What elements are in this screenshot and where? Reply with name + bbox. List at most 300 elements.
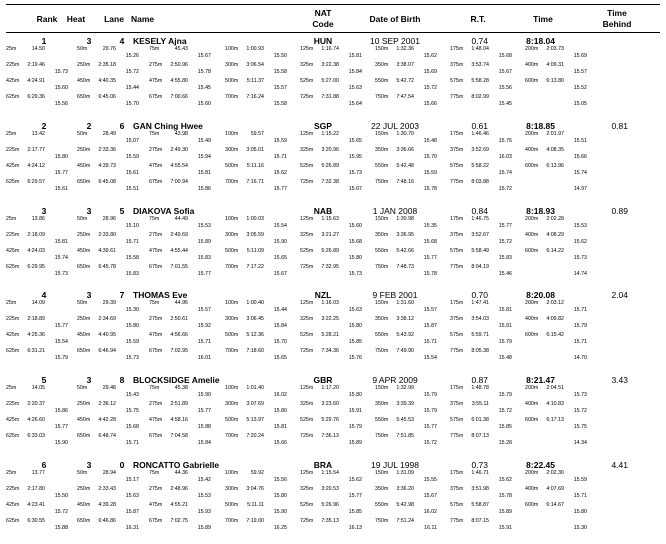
split-time: 6:33.03 xyxy=(27,433,45,439)
split-time: 1:00.40 xyxy=(246,300,264,306)
split-lap: 15.72 xyxy=(498,238,512,245)
split-time: 3:52.67 xyxy=(471,232,489,238)
split-time: 2:04.51 xyxy=(546,385,564,391)
split-time: 6:45.06 xyxy=(98,94,116,100)
split-lap: 15.94 xyxy=(197,153,211,160)
split-time: 1:48.78 xyxy=(471,385,489,391)
date-of-birth: 19 JUL 1998 xyxy=(371,460,419,470)
split-lap: 15.87 xyxy=(423,322,437,329)
split-lap: 15.43 xyxy=(125,391,139,398)
split-lap: 15.81 xyxy=(273,423,287,430)
split-lap: 15.42 xyxy=(197,476,211,483)
split-lap: 15.78 xyxy=(197,68,211,75)
split-lap: 15.62 xyxy=(348,476,362,483)
split-lap: 15.68 xyxy=(125,423,139,430)
split-cell xyxy=(375,332,437,345)
time-behind: 2.04 xyxy=(611,290,628,300)
split-lap: 15.73 xyxy=(54,68,68,75)
split-time: 1:32.36 xyxy=(396,46,414,52)
athlete-name: DIAKOVA Sofia xyxy=(133,206,195,216)
split-cell xyxy=(375,348,437,361)
date-of-birth: 9 APR 2009 xyxy=(372,375,418,385)
split-lap: 15.71 xyxy=(423,338,437,345)
split-lap: 15.72 xyxy=(498,407,512,414)
split-distance: 350m xyxy=(375,62,389,68)
split-lap: 15.66 xyxy=(273,439,287,446)
split-distance: 600m xyxy=(525,248,539,254)
split-cell xyxy=(300,332,362,345)
split-time: 4:24.12 xyxy=(27,163,45,169)
split-time: 6:29.36 xyxy=(27,94,45,100)
split-lap: 15.62 xyxy=(573,238,587,245)
split-lap: 15.66 xyxy=(423,100,437,107)
split-cell xyxy=(450,179,512,192)
split-distance: 450m xyxy=(77,332,91,338)
split-distance: 600m xyxy=(525,332,539,338)
split-time: 4:55.21 xyxy=(170,502,188,508)
split-lap: 15.60 xyxy=(197,100,211,107)
athlete-result-row xyxy=(0,460,666,535)
split-cell xyxy=(225,163,287,176)
final-time: 8:18.93 xyxy=(526,206,555,216)
lane-value: 8 xyxy=(119,375,125,385)
split-time: 1:31.60 xyxy=(396,300,414,306)
split-distance: 475m xyxy=(149,78,163,84)
split-time: 13.42 xyxy=(31,131,45,137)
split-distance: 375m xyxy=(450,316,464,322)
split-lap: 15.57 xyxy=(423,306,437,313)
split-cell xyxy=(149,216,211,229)
date-of-birth: 10 SEP 2001 xyxy=(370,36,420,46)
split-lap: 15.77 xyxy=(54,322,68,329)
time-behind: 0.81 xyxy=(611,121,628,131)
split-time: 2:49.69 xyxy=(170,232,188,238)
split-distance: 200m xyxy=(525,46,539,52)
reaction-time: 0.74 xyxy=(471,36,488,46)
split-time: 6:17.13 xyxy=(546,417,564,423)
split-lap: 16.11 xyxy=(424,524,437,531)
split-time: 5:28.21 xyxy=(321,332,339,338)
split-distance: 100m xyxy=(225,216,239,222)
split-cell xyxy=(450,248,512,261)
split-cell xyxy=(6,502,68,515)
split-cell xyxy=(525,385,587,398)
split-distance: 700m xyxy=(225,179,239,185)
nat-code: SGP xyxy=(314,121,332,131)
split-distance: 775m xyxy=(450,179,464,185)
split-time: 2:48.96 xyxy=(170,486,188,492)
split-time: 4:40.95 xyxy=(98,332,116,338)
split-cell xyxy=(225,216,287,229)
split-lap: 15.61 xyxy=(54,185,68,192)
split-distance: 250m xyxy=(77,62,91,68)
split-lap: 15.60 xyxy=(348,222,362,229)
split-cell xyxy=(77,332,139,345)
split-distance: 550m xyxy=(375,248,389,254)
split-time: 8:07.15 xyxy=(471,518,489,524)
split-cell xyxy=(525,300,587,313)
split-cell xyxy=(450,486,512,499)
split-cell xyxy=(77,179,139,192)
split-distance: 100m xyxy=(225,470,239,476)
split-cell xyxy=(77,433,139,446)
reaction-time: 0.84 xyxy=(471,206,488,216)
split-lap: 15.83 xyxy=(125,270,139,277)
split-time: 1:00.93 xyxy=(246,46,264,52)
nat-code: NAB xyxy=(313,206,333,216)
split-lap: 15.87 xyxy=(125,508,139,515)
split-time: 7:32.95 xyxy=(321,264,339,270)
split-lap: 15.67 xyxy=(423,492,437,499)
split-time: 2:33.36 xyxy=(98,147,116,153)
splits-grid xyxy=(0,46,666,111)
split-cell xyxy=(149,232,211,245)
split-cell xyxy=(525,348,587,361)
split-cell xyxy=(149,264,211,277)
split-time: 3:06.45 xyxy=(246,316,264,322)
date-of-birth: 22 JUL 2003 xyxy=(371,121,419,131)
split-distance: 375m xyxy=(450,62,464,68)
nat-code: GBR xyxy=(313,375,333,385)
split-distance: 625m xyxy=(6,179,20,185)
split-time: 1:01.40 xyxy=(246,385,264,391)
split-time: 3:07.69 xyxy=(246,401,264,407)
split-cell xyxy=(149,502,211,515)
split-distance: 750m xyxy=(375,348,389,354)
header-behind-line1: Time xyxy=(607,8,627,18)
split-time: 4:24.91 xyxy=(27,78,45,84)
split-time: 8:05.38 xyxy=(471,348,489,354)
split-time: 1:15.54 xyxy=(321,470,339,476)
split-cell xyxy=(375,316,437,329)
split-distance: 700m xyxy=(225,348,239,354)
split-cell xyxy=(450,147,512,160)
split-time: 5:59.71 xyxy=(471,332,489,338)
split-cell xyxy=(225,348,287,361)
split-time: 7:02.75 xyxy=(170,518,188,524)
split-lap: 15.69 xyxy=(573,52,587,59)
split-distance: 300m xyxy=(225,486,239,492)
split-distance: 500m xyxy=(225,502,239,508)
split-lap: 15.56 xyxy=(498,84,512,91)
split-time: 3:22.38 xyxy=(321,62,339,68)
split-lap: 15.30 xyxy=(125,306,139,313)
split-cell xyxy=(525,486,587,499)
split-distance: 775m xyxy=(450,433,464,439)
reaction-time: 0.87 xyxy=(471,375,488,385)
split-cell xyxy=(6,470,68,477)
split-cell xyxy=(375,46,437,59)
split-distance: 50m xyxy=(77,46,88,52)
split-time: 4:09.82 xyxy=(546,316,564,322)
split-distance: 450m xyxy=(77,417,91,423)
split-distance: 350m xyxy=(375,232,389,238)
split-cell xyxy=(300,94,362,107)
split-distance: 600m xyxy=(525,78,539,84)
split-cell xyxy=(525,163,587,176)
split-time: 2:17.77 xyxy=(27,147,45,153)
split-lap: 15.80 xyxy=(348,391,362,398)
split-time: 13.77 xyxy=(31,470,45,476)
split-lap: 15.85 xyxy=(348,508,362,515)
split-lap: 15.51 xyxy=(573,137,587,144)
split-distance: 600m xyxy=(525,163,539,169)
split-time: 14.05 xyxy=(31,385,45,391)
split-distance: 125m xyxy=(300,300,314,306)
split-lap: 15.46 xyxy=(498,270,512,277)
split-distance: 725m xyxy=(300,179,314,185)
split-time: 6:13.96 xyxy=(546,163,564,169)
split-lap: 15.48 xyxy=(423,137,437,144)
split-cell xyxy=(525,147,587,160)
split-lap: 15.57 xyxy=(197,306,211,313)
split-cell xyxy=(225,131,287,144)
split-distance: 275m xyxy=(149,147,163,153)
split-cell xyxy=(300,46,362,59)
split-lap: 15.57 xyxy=(573,68,587,75)
split-distance: 675m xyxy=(149,518,163,524)
split-time: 29.39 xyxy=(102,300,116,306)
split-lap: 15.81 xyxy=(54,238,68,245)
split-lap: 15.75 xyxy=(125,407,139,414)
split-lap: 15.77 xyxy=(197,407,211,414)
split-time: 5:58.22 xyxy=(471,163,489,169)
split-distance: 725m xyxy=(300,348,314,354)
split-distance: 325m xyxy=(300,147,314,153)
split-time: 5:12.36 xyxy=(246,332,264,338)
split-cell xyxy=(525,470,587,483)
split-cell xyxy=(77,348,139,361)
split-cell xyxy=(6,46,68,53)
split-time: 28.94 xyxy=(102,470,116,476)
split-distance: 450m xyxy=(77,248,91,254)
split-distance: 275m xyxy=(149,486,163,492)
split-cell xyxy=(77,264,139,277)
header-rank: Rank xyxy=(36,14,58,24)
athlete-result-row xyxy=(0,206,666,281)
split-cell xyxy=(300,417,362,430)
split-time: 1:48.04 xyxy=(471,46,489,52)
split-distance: 300m xyxy=(225,316,239,322)
split-lap: 15.73 xyxy=(573,254,587,261)
split-distance: 275m xyxy=(149,62,163,68)
split-time: 7:01.55 xyxy=(170,264,188,270)
split-time: 2:02.30 xyxy=(546,470,564,476)
split-cell xyxy=(375,385,437,398)
split-cell xyxy=(525,264,587,277)
split-cell xyxy=(149,179,211,192)
split-distance: 275m xyxy=(149,316,163,322)
split-distance: 525m xyxy=(300,248,314,254)
split-time: 1:46.46 xyxy=(471,131,489,137)
split-cell xyxy=(6,179,68,192)
split-cell xyxy=(375,470,437,483)
split-time: 29.76 xyxy=(102,46,116,52)
split-time: 14.09 xyxy=(31,300,45,306)
rank-value: 3 xyxy=(41,206,47,216)
split-cell xyxy=(375,94,437,107)
split-distance: 750m xyxy=(375,518,389,524)
split-lap: 16.01 xyxy=(197,354,211,361)
split-time: 1:16.74 xyxy=(321,46,339,52)
split-cell xyxy=(375,417,437,430)
split-distance: 225m xyxy=(6,147,20,153)
split-lap: 15.90 xyxy=(54,439,68,446)
split-lap: 15.84 xyxy=(197,439,211,446)
split-time: 4:08.35 xyxy=(546,147,564,153)
split-distance: 400m xyxy=(525,316,539,322)
split-time: 3:36.20 xyxy=(396,486,414,492)
split-time: 2:50.61 xyxy=(170,316,188,322)
split-cell xyxy=(450,502,512,515)
split-lap: 15.80 xyxy=(125,322,139,329)
split-time: 3:55.11 xyxy=(471,401,489,407)
split-time: 3:06.54 xyxy=(246,62,264,68)
split-time: 4:40.35 xyxy=(98,78,116,84)
split-cell xyxy=(77,94,139,107)
split-distance: 625m xyxy=(6,348,20,354)
split-time: 5:42.48 xyxy=(396,163,414,169)
split-distance: 200m xyxy=(525,470,539,476)
split-lap: 15.83 xyxy=(197,254,211,261)
split-cell xyxy=(6,348,68,361)
final-time: 8:22.45 xyxy=(526,460,555,470)
split-distance: 150m xyxy=(375,216,389,222)
split-time: 5:42.72 xyxy=(396,78,414,84)
split-time: 14.50 xyxy=(31,46,45,52)
split-distance: 775m xyxy=(450,348,464,354)
split-cell xyxy=(6,264,68,277)
split-distance: 725m xyxy=(300,518,314,524)
split-cell xyxy=(6,300,68,307)
split-lap: 15.73 xyxy=(348,270,362,277)
split-distance: 375m xyxy=(450,232,464,238)
split-time: 2:18.89 xyxy=(27,316,45,322)
split-cell xyxy=(450,300,512,313)
split-time: 7:17.22 xyxy=(246,264,264,270)
header-heat: Heat xyxy=(66,14,86,24)
split-time: 6:13.80 xyxy=(546,78,564,84)
split-lap: 14.34 xyxy=(573,439,587,446)
header-time: Time xyxy=(533,14,553,24)
split-cell xyxy=(225,470,287,483)
split-time: 7:51.24 xyxy=(396,518,414,524)
split-lap: 15.80 xyxy=(273,407,287,414)
split-cell xyxy=(525,502,587,515)
lane-value: 5 xyxy=(119,206,125,216)
split-time: 6:15.42 xyxy=(546,332,564,338)
split-time: 5:43.92 xyxy=(396,332,414,338)
split-distance: 125m xyxy=(300,385,314,391)
split-distance: 750m xyxy=(375,264,389,270)
split-lap: 15.56 xyxy=(273,476,287,483)
split-lap: 15.59 xyxy=(125,153,139,160)
split-cell xyxy=(149,248,211,261)
split-lap: 16.25 xyxy=(273,524,287,531)
split-time: 6:46.86 xyxy=(98,518,116,524)
split-cell xyxy=(300,486,362,499)
split-distance: 150m xyxy=(375,131,389,137)
nat-code: HUN xyxy=(313,36,333,46)
split-lap: 15.77 xyxy=(54,423,68,430)
time-behind: 3.43 xyxy=(611,375,628,385)
split-time: 5:11.09 xyxy=(246,248,264,254)
split-time: 44.49 xyxy=(174,216,188,222)
header-nat-line1: NAT xyxy=(314,8,332,18)
split-time: 3:38.07 xyxy=(396,62,414,68)
split-lap: 15.51 xyxy=(125,185,139,192)
split-cell xyxy=(225,94,287,107)
split-time: 3:39.39 xyxy=(396,401,414,407)
split-cell xyxy=(525,332,587,345)
split-cell xyxy=(77,248,139,261)
split-time: 2:02.28 xyxy=(546,216,564,222)
split-lap: 15.71 xyxy=(125,238,139,245)
split-time: 2:36.12 xyxy=(98,401,116,407)
lane-value: 7 xyxy=(119,290,125,300)
split-time: 4:55.44 xyxy=(170,248,188,254)
nat-code: NZL xyxy=(314,290,332,300)
split-cell xyxy=(6,433,68,446)
split-time: 7:00.66 xyxy=(170,94,188,100)
split-lap: 15.90 xyxy=(273,238,287,245)
split-cell xyxy=(149,518,211,531)
split-cell xyxy=(77,232,139,245)
split-time: 2:03.73 xyxy=(546,46,564,52)
split-lap: 15.71 xyxy=(573,492,587,499)
split-lap: 15.80 xyxy=(348,322,362,329)
lane-value: 6 xyxy=(119,121,125,131)
split-cell xyxy=(450,332,512,345)
split-distance: 500m xyxy=(225,163,239,169)
split-distance: 475m xyxy=(149,248,163,254)
splits-grid xyxy=(0,470,666,535)
split-distance: 250m xyxy=(77,232,91,238)
split-cell xyxy=(149,300,211,313)
split-cell xyxy=(149,316,211,329)
split-distance: 675m xyxy=(149,94,163,100)
split-cell xyxy=(225,248,287,261)
split-distance: 100m xyxy=(225,131,239,137)
split-distance: 575m xyxy=(450,417,464,423)
split-distance: 625m xyxy=(6,94,20,100)
split-distance: 225m xyxy=(6,401,20,407)
split-lap: 15.65 xyxy=(273,354,287,361)
split-time: 5:11.11 xyxy=(247,502,264,508)
split-time: 6:30.55 xyxy=(27,518,45,524)
split-lap: 15.67 xyxy=(197,52,211,59)
split-time: 2:51.89 xyxy=(170,401,188,407)
split-distance: 375m xyxy=(450,486,464,492)
split-cell xyxy=(525,216,587,229)
split-cell xyxy=(77,78,139,91)
athlete-name: GAN Ching Hwee xyxy=(133,121,203,131)
split-time: 6:29.57 xyxy=(27,179,45,185)
split-lap: 15.67 xyxy=(348,185,362,192)
split-time: 5:58.49 xyxy=(471,248,489,254)
lane-value: 4 xyxy=(119,36,125,46)
split-time: 6:48.74 xyxy=(98,433,116,439)
split-distance: 75m xyxy=(149,470,160,476)
split-time: 2:19.46 xyxy=(27,62,45,68)
split-cell xyxy=(6,248,68,261)
header-nat-line2: Code xyxy=(312,19,334,29)
split-distance: 250m xyxy=(77,486,91,492)
split-lap: 15.89 xyxy=(498,508,512,515)
split-time: 7:02.95 xyxy=(170,348,188,354)
split-lap: 15.52 xyxy=(573,84,587,91)
splits-grid xyxy=(0,216,666,281)
